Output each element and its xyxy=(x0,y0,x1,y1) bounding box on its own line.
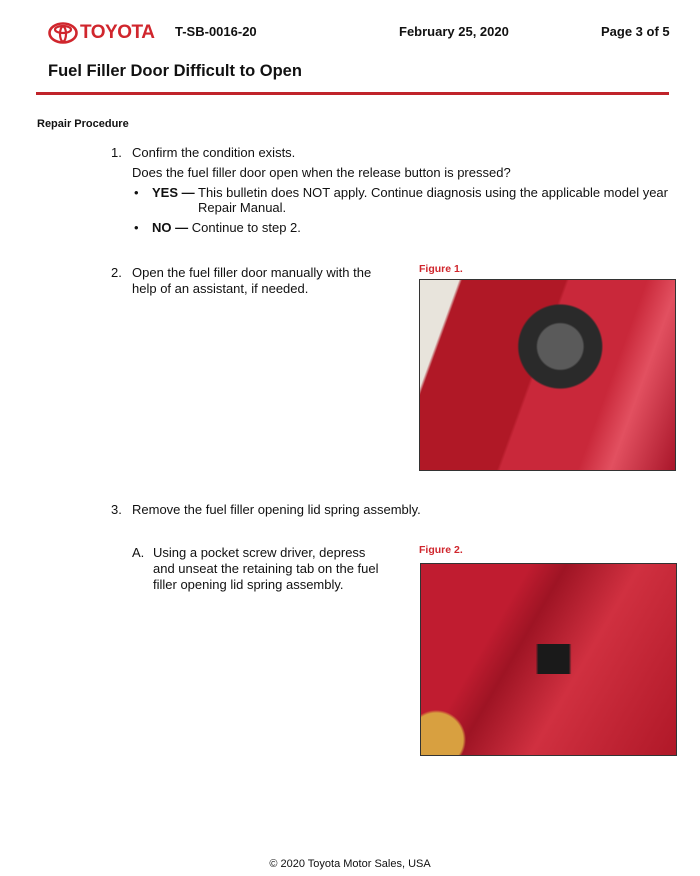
footer-copyright: © 2020 Toyota Motor Sales, USA xyxy=(269,858,431,870)
step-text: Confirm the condition exists. xyxy=(132,145,296,160)
section-heading: Repair Procedure xyxy=(37,118,129,130)
bullet-dot: • xyxy=(134,185,139,200)
figure-label: Figure 1. xyxy=(419,263,463,275)
bullet-label: YES — xyxy=(152,185,195,200)
brand-wordmark: TOYOTA xyxy=(80,22,155,43)
bullet-yes xyxy=(152,185,668,200)
substep-text: Using a pocket screw driver, depress xyxy=(153,545,366,560)
step-number: 2. xyxy=(111,265,122,280)
step-number: 3. xyxy=(111,502,122,517)
bullet-label: NO — xyxy=(152,220,189,235)
step-text: Open the fuel filler door manually with the xyxy=(132,265,372,280)
bullet-text: This bulletin does NOT apply. Continue diagnosis using the applicable model year xyxy=(198,185,668,200)
figure-1-photo xyxy=(419,279,676,471)
bullet-no xyxy=(152,220,301,235)
figure-2-photo xyxy=(420,563,677,756)
figure-label: Figure 2. xyxy=(419,544,463,556)
substep-text: filler opening lid spring assembly. xyxy=(153,577,344,592)
doc-number: T-SB-0016-20 xyxy=(175,24,257,39)
toyota-logo xyxy=(48,21,154,45)
step-question: Does the fuel filler door open when the release button is pressed? xyxy=(132,165,511,180)
step-number: 1. xyxy=(111,145,122,160)
step-text: help of an assistant, if needed. xyxy=(132,281,309,296)
doc-date: February 25, 2020 xyxy=(399,24,509,39)
bullet-text-cont: Repair Manual. xyxy=(198,200,287,215)
page-title: Fuel Filler Door Difficult to Open xyxy=(48,62,302,80)
page-number: Page 3 of 5 xyxy=(601,24,670,39)
substep-text: and unseat the retaining tab on the fuel xyxy=(153,561,379,576)
step-text: Remove the fuel filler opening lid spring assembly. xyxy=(132,502,421,517)
bullet-dot: • xyxy=(134,220,139,235)
substep-number: A. xyxy=(132,545,145,560)
header-rule xyxy=(36,92,669,95)
toyota-emblem-icon xyxy=(48,22,78,44)
bullet-text: Continue to step 2. xyxy=(191,220,301,235)
